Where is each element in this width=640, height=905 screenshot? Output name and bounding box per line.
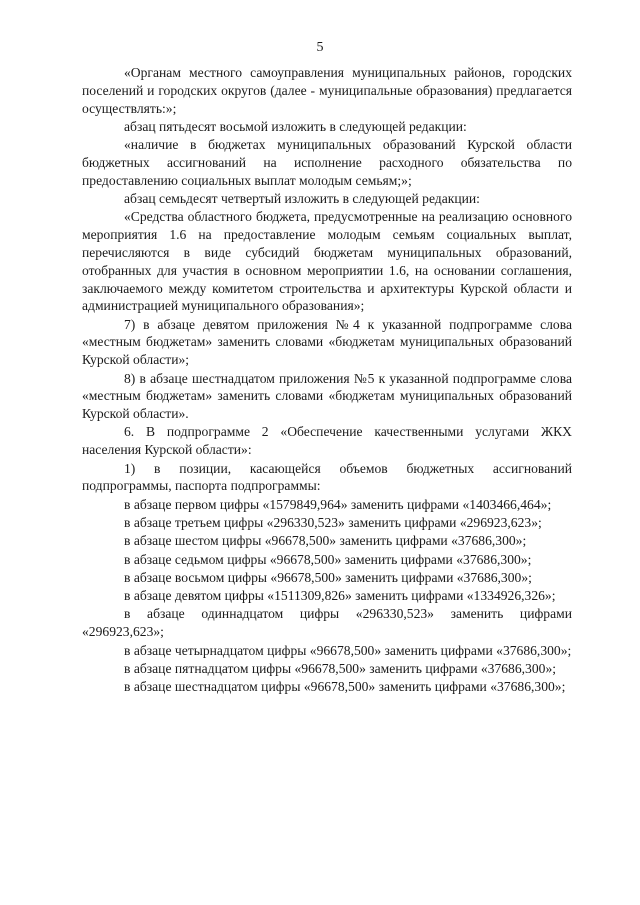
page-number: 5 [316, 40, 324, 55]
paragraph: 7) в абзаце девятом приложения №4 к указанной подпрограмме слова «местным бюджетам» заменить словами «бюджетам муниципальных образований Курской области»; [82, 316, 572, 368]
paragraph: «наличие в бюджетах муниципальных образований Курской области бюджетных ассигнований на исполнение расходного обязательства по предоставлению социальных выплат молодым семьям;»; [82, 137, 572, 188]
paragraph: в абзаце четырнадцатом цифры «96678,500» заменить цифрами «37686,300»; [124, 642, 572, 658]
paragraph: в абзаце седьмом цифры «96678,500» заменить цифрами «37686,300»; [124, 551, 532, 567]
paragraph: «Органам местного самоуправления муниципальных районов, городских поселений и городских округов (далее - муниципальные образования) предлагается осуществлять:»; [82, 65, 572, 116]
paragraph: в абзаце девятом цифры «1511309,826» заменить цифрами «1334926,326»; [124, 588, 556, 604]
document-body [82, 64, 572, 696]
paragraph: 6. В подпрограмме 2 «Обеспечение качественными услугами ЖКХ населения Курской области»: [82, 424, 572, 458]
paragraph: в абзаце первом цифры «1579849,964» заменить цифрами «1403466,464»; [124, 496, 552, 512]
paragraph: в абзаце восьмом цифры «96678,500» заменить цифрами «37686,300»; [124, 569, 532, 585]
paragraph: в абзаце одиннадцатом цифры «296330,523» заменить цифрами «296923,623»; [82, 606, 572, 640]
paragraph: 8) в абзаце шестнадцатом приложения №5 к указанной подпрограмме слова «местным бюджетам» заменить словами «бюджетам муниципальных образований Курской области». [82, 370, 572, 422]
paragraph: абзац пятьдесят восьмой изложить в следующей редакции: [124, 118, 467, 134]
paragraph: абзац семьдесят четвертый изложить в следующей редакции: [124, 191, 480, 207]
paragraph: в абзаце шестнадцатом цифры «96678,500» заменить цифрами «37686,300»; [124, 679, 566, 695]
paragraph: в абзаце пятнадцатом цифры «96678,500» заменить цифрами «37686,300»; [124, 660, 557, 676]
paragraph: в абзаце третьем цифры «296330,523» заменить цифрами «296923,623»; [124, 514, 542, 530]
paragraph: в абзаце шестом цифры «96678,500» заменить цифрами «37686,300»; [124, 533, 527, 549]
paragraph: «Средства областного бюджета, предусмотренные на реализацию основного мероприятия 1.6 на предоставление молодым семьям социальных выплат, перечисляются в виде субсидий бюджетам муниципальных образований, отобранных для участия в основном мероприятии 1.6, на основании соглашения, заключаемого между комитетом строительства и архитектуры Курской области и администрацией муниципального образования»; [82, 209, 572, 314]
paragraph: 1) в позиции, касающейся объемов бюджетных ассигнований подпрограммы, паспорта подпрограммы: [82, 460, 572, 494]
